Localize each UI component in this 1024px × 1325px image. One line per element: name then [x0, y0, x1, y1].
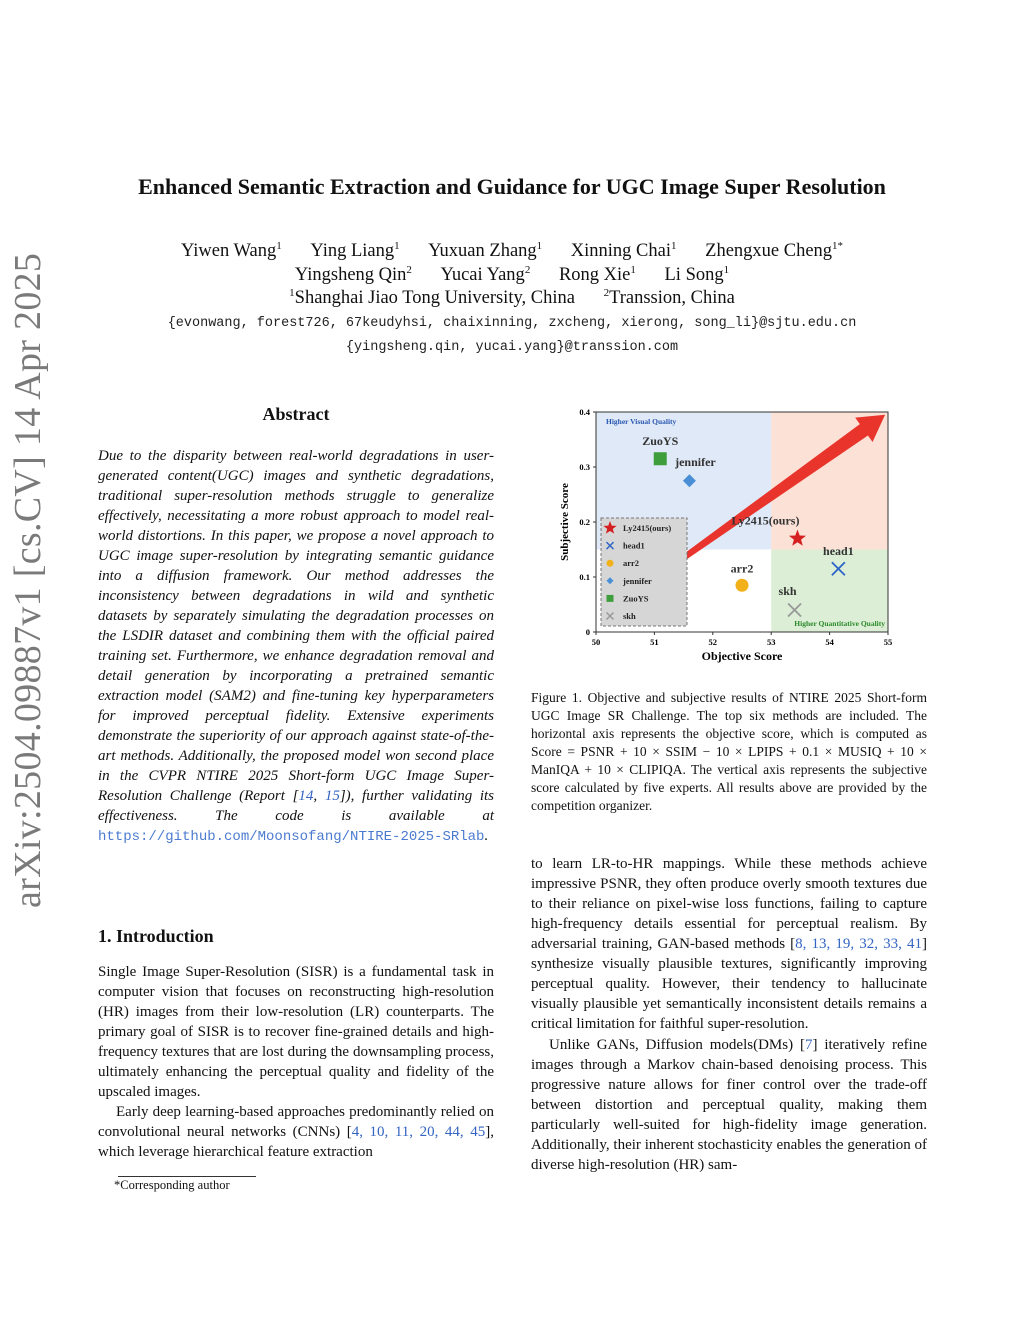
x-axis-label: Objective Score [701, 649, 783, 663]
citation-links[interactable]: 4, 10, 11, 20, 44, 45 [351, 1124, 486, 1140]
legend-label: ZuoYS [623, 593, 649, 604]
data-label-jennifer: jennifer [675, 454, 716, 469]
citation-link[interactable]: 14 [298, 788, 314, 804]
author: Zhengxue Cheng$^{1*}$ [705, 240, 844, 262]
legend-marker [607, 595, 614, 602]
region-label-quantitative: Higher Quantitative Quality [794, 619, 885, 628]
author-row-1 [0, 240, 1024, 262]
author-row-2 [0, 264, 1024, 286]
x-tick-label: 53 [766, 637, 776, 647]
footnote-rule [118, 1176, 256, 1177]
y-tick-label: 0 [585, 627, 590, 637]
data-label-arr2: arr2 [730, 561, 754, 576]
region-label-visual: Higher Visual Quality [606, 417, 677, 426]
legend-label: arr2 [623, 558, 640, 569]
data-point-arr2 [736, 579, 749, 592]
intro-left-column [98, 962, 494, 1162]
x-tick-label: 50 [591, 637, 601, 647]
paragraph: Single Image Super-Resolution (SISR) is a fundamental task in computer vision that focuses on reconstructing high-resolution (HR) images from their low-resolution (LR) counterparts. The primary goal of SISR is to recover fine-grained details and high-frequency textures that are lost during the downsampling process, ultimately enhancing the perceptual quality and fidelity of the upscaled images. [98, 964, 494, 1100]
citation-links[interactable]: 8, 13, 19, 32, 33, 41 [795, 936, 923, 952]
citation-link[interactable]: 15 [324, 788, 340, 804]
x-tick-label: 51 [650, 637, 659, 647]
figure-1-caption: Figure 1. Objective and subjective results of NTIRE 2025 Short-form UGC Image SR Challenge. The top six methods are included. The horizontal axis represents the objective score, which is computed as Score = PSNR + 10 × SSIM − 10 × LPIPS + 0.1 × MUSIQ + 10 × ManIQA + 10 × CLIPIQA. The vertical axis represents the subjective score calculated by five experts. All results above are provided by the competition organizer. [531, 690, 927, 813]
intro-right-column [531, 854, 927, 1175]
paragraph: Unlike GANs, Diffusion models(DMs) [7] iteratively refine images through a Markov chain-based denoising process. This progressive nature allows for finer control over the trade-off between distortion and perceptual quality, making them particularly well-suited for high-fidelity image generation. Additionally, their inherent stochasticity enables the generation of diverse high-resolution (HR) sam- [531, 1037, 927, 1173]
legend-label: Ly2415(ours) [623, 523, 672, 533]
abstract-body: Due to the disparity between real-world degradations in user-generated content(UGC) images and synthetic degradations, traditional super-resolution methods struggle to generalize effectively, necessitating a more robust approach to model real-world distortions. In this paper, we propose a novel approach to UGC image super-resolution by integrating semantic guidance into a diffusion framework. Our method addresses the inconsistency between degradations in wild and synthetic datasets by separately simulating the degradation processes on the LSDIR dataset and combining them with the official paired training set. Furthermore, we enhance degradation removal and detail generation by incorporating a pretrained semantic extraction model (SAM2) and fine-tuning key hyperparameters for improved perceptual fidelity. Extensive experiments demonstrate the superiority of our approach against state-of-the-art methods. Additionally, the proposed model won second place in the CVPR NTIRE 2025 Short-form UGC Image Super-Resolution Challenge (Report [14, 15]), further validating its effectiveness. The code is available at https://github.com/Moonsofang/NTIRE-2025-SRlab. [98, 448, 495, 845]
y-tick-label: 0.1 [579, 572, 590, 582]
author: Yucai Yang$^2$ [440, 264, 531, 286]
legend-label: jennifer [623, 575, 652, 586]
paper-title: Enhanced Semantic Extraction and Guidance for UGC Image Super Resolution [138, 174, 886, 199]
legend-box [601, 518, 687, 626]
affiliation-1: $^1$Shanghai Jiao Tong University, China [289, 287, 575, 309]
legend-label: head1 [623, 540, 645, 551]
author: Ying Liang$^1$ [310, 240, 400, 262]
paragraph: to learn LR-to-HR mappings. While these methods achieve impressive PSNR, they often produce overly smooth textures due to their reliance on pixel-wise loss functions, failing to capture high-frequency details essential for perceptual realism. By adversarial training, GAN-based methods [8, 13, 19, 32, 33, 41] synthesize visually plausible textures, significantly improving perceptual quality. However, their tendency to hallucinate visually plausible yet semantically inconsistent details remains a critical limitation for faithful super-resolution. [531, 856, 928, 1032]
y-tick-label: 0.2 [579, 517, 590, 527]
affiliation-2: $^2$Transsion, China [603, 287, 735, 309]
email-line-1: {evonwang, forest726, 67keudyhsi, chaixinning, zxcheng, xierong, song_li}@sjtu.edu.cn [167, 316, 857, 331]
author: Yiwen Wang$^1$ [180, 240, 282, 262]
citation-link[interactable]: 7 [804, 1037, 813, 1053]
code-url-link[interactable]: https://github.com/Moonsofang/NTIRE-2025-SRlab [98, 829, 485, 845]
footnote: *Corresponding author [114, 1178, 230, 1192]
author: Yuxuan Zhang$^1$ [428, 240, 543, 262]
author: Rong Xie$^1$ [558, 264, 636, 286]
data-point-zuoys [654, 452, 667, 465]
author: Yingsheng Qin$^2$ [294, 264, 412, 286]
x-tick-label: 55 [883, 637, 893, 647]
paragraph: Early deep learning-based approaches predominantly relied on convolutional neural networks (CNNs) [4, 10, 11, 20, 44, 45], which leverage hierarchical feature extraction [98, 1104, 494, 1160]
legend-label: skh [623, 611, 636, 621]
y-tick-label: 0.3 [579, 462, 590, 472]
y-axis-label: Subjective Score [559, 483, 571, 561]
x-tick-label: 54 [825, 637, 834, 647]
author: Li Song$^1$ [664, 264, 730, 286]
figure-1-scatter-chart [548, 398, 928, 668]
y-tick-label: 0.4 [579, 407, 590, 417]
data-label-skh: skh [778, 584, 797, 598]
data-label-zuoys: ZuoYS [642, 433, 679, 448]
legend-marker [607, 560, 614, 567]
data-label-ly2415-ours-: Ly2415(ours) [731, 513, 800, 528]
abstract-heading: Abstract [262, 404, 330, 424]
data-label-head1: head1 [823, 543, 854, 558]
author: Xinning Chai$^1$ [570, 240, 677, 262]
section-heading-introduction: 1. Introduction [98, 926, 214, 946]
email-line-2: {yingsheng.qin, yucai.yang}@transsion.com [345, 340, 679, 355]
arxiv-identifier: arXiv:2504.09887v1 [cs.CV] 14 Apr 2025 [7, 252, 49, 908]
x-tick-label: 52 [708, 637, 718, 647]
affiliations [0, 287, 1024, 309]
